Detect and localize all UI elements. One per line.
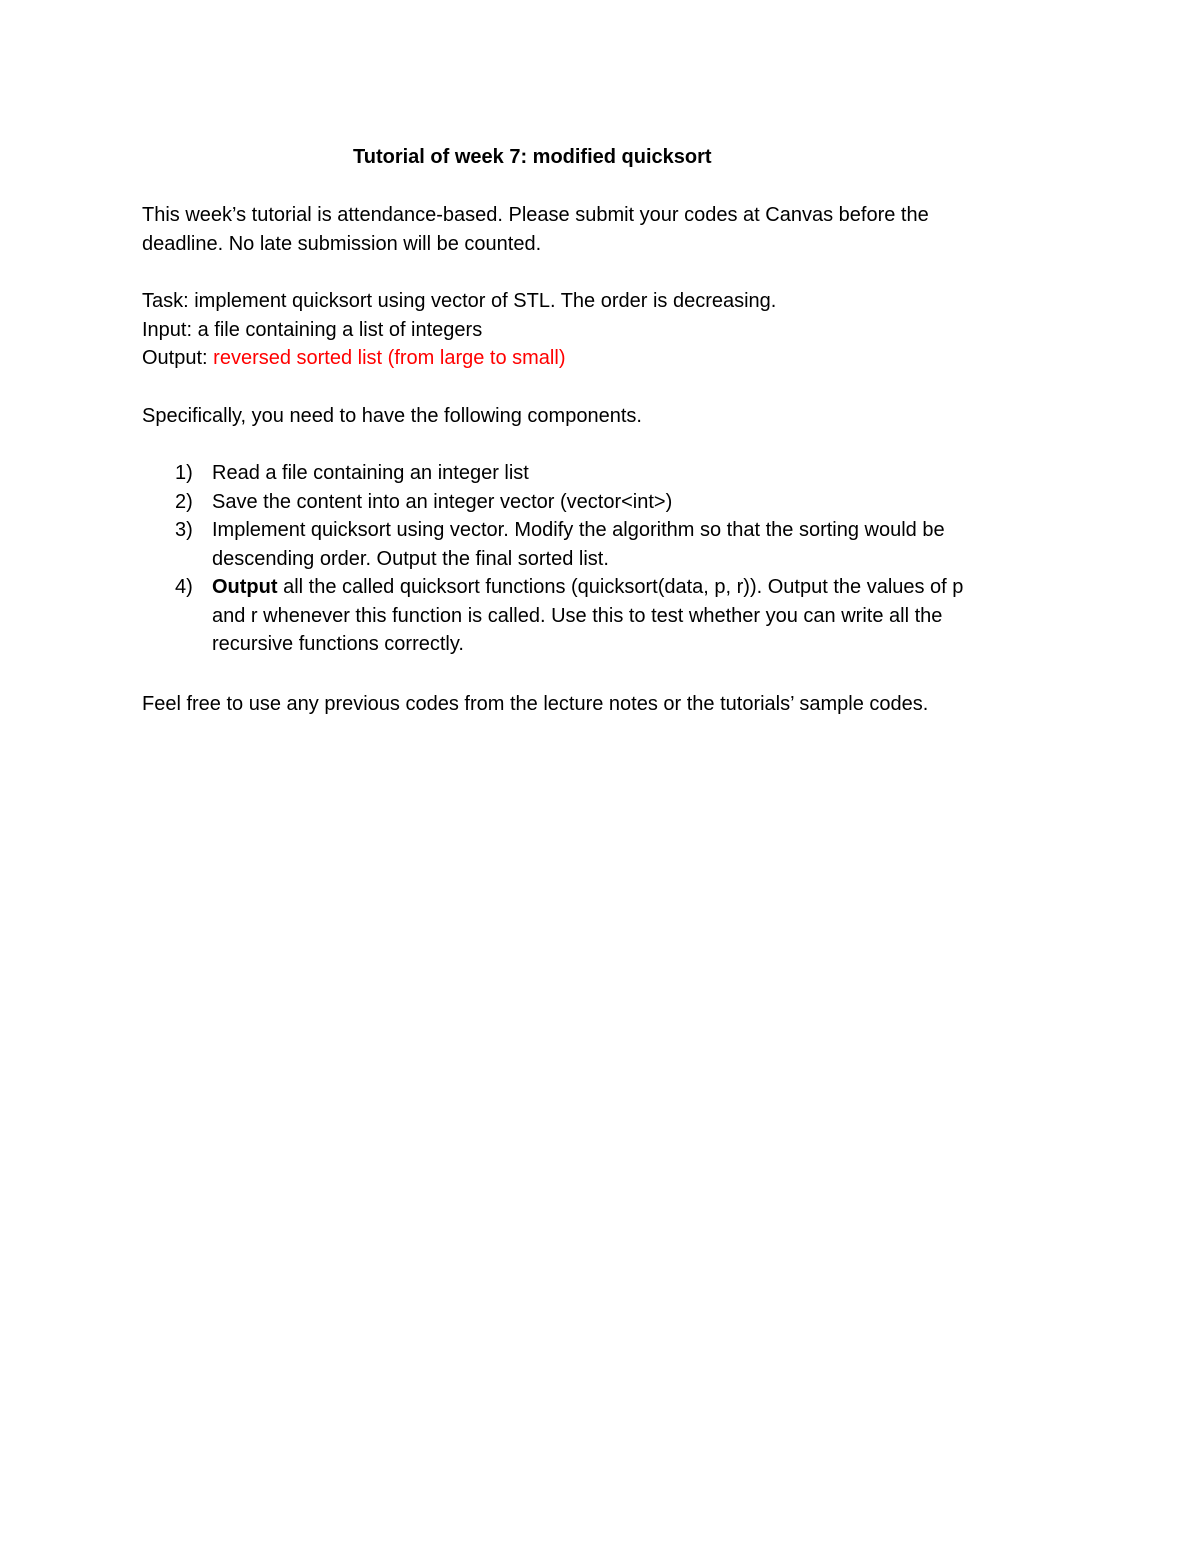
task-block [142,287,1042,373]
list-number: 1) [175,462,193,484]
list-number: 3) [175,519,193,541]
list-number: 2) [175,490,193,513]
document-title: Tutorial of week 7: modified quicksort [353,146,712,168]
specific-intro: Specifically, you need to have the following components. [142,405,642,427]
list-item [142,516,1042,573]
output-keyword: Output [212,576,278,598]
output-value: reversed sorted list (from large to small) [213,347,566,369]
list-item-line: Save the content into an integer vector (vector<int>) [212,490,673,513]
intro-paragraph [142,201,1042,258]
list-item-line [212,573,1042,602]
input-line: Input: a file containing a list of integers [142,318,483,341]
list-item-text: all the called quicksort functions (quicksort(data, p, r)). Output the values of p [277,576,964,598]
list-item-line: Read a file containing an integer list [212,462,529,484]
task-line: Task: implement quicksort using vector of STL. The order is decreasing. [142,290,777,312]
closing-paragraph: Feel free to use any previous codes from the lecture notes or the tutorials’ sample codes. [142,693,929,715]
list-item-line: Implement quicksort using vector. Modify the algorithm so that the sorting would be [212,519,945,541]
list-item [142,573,1042,659]
output-line [142,344,1042,373]
list-item-line: descending order. Output the final sorted list. [212,547,609,570]
list-number: 4) [175,576,193,598]
list-item-line: and r whenever this function is called. Use this to test whether you can write all the [212,604,943,627]
intro-line-2: deadline. No late submission will be counted. [142,232,542,255]
components-list [142,459,1042,659]
intro-line-1: This week’s tutorial is attendance-based. Please submit your codes at Canvas before the [142,204,929,226]
list-item-line: recursive functions correctly. [212,633,464,655]
output-label: Output: [142,347,214,369]
list-item [142,459,1042,488]
list-item [142,488,1042,517]
